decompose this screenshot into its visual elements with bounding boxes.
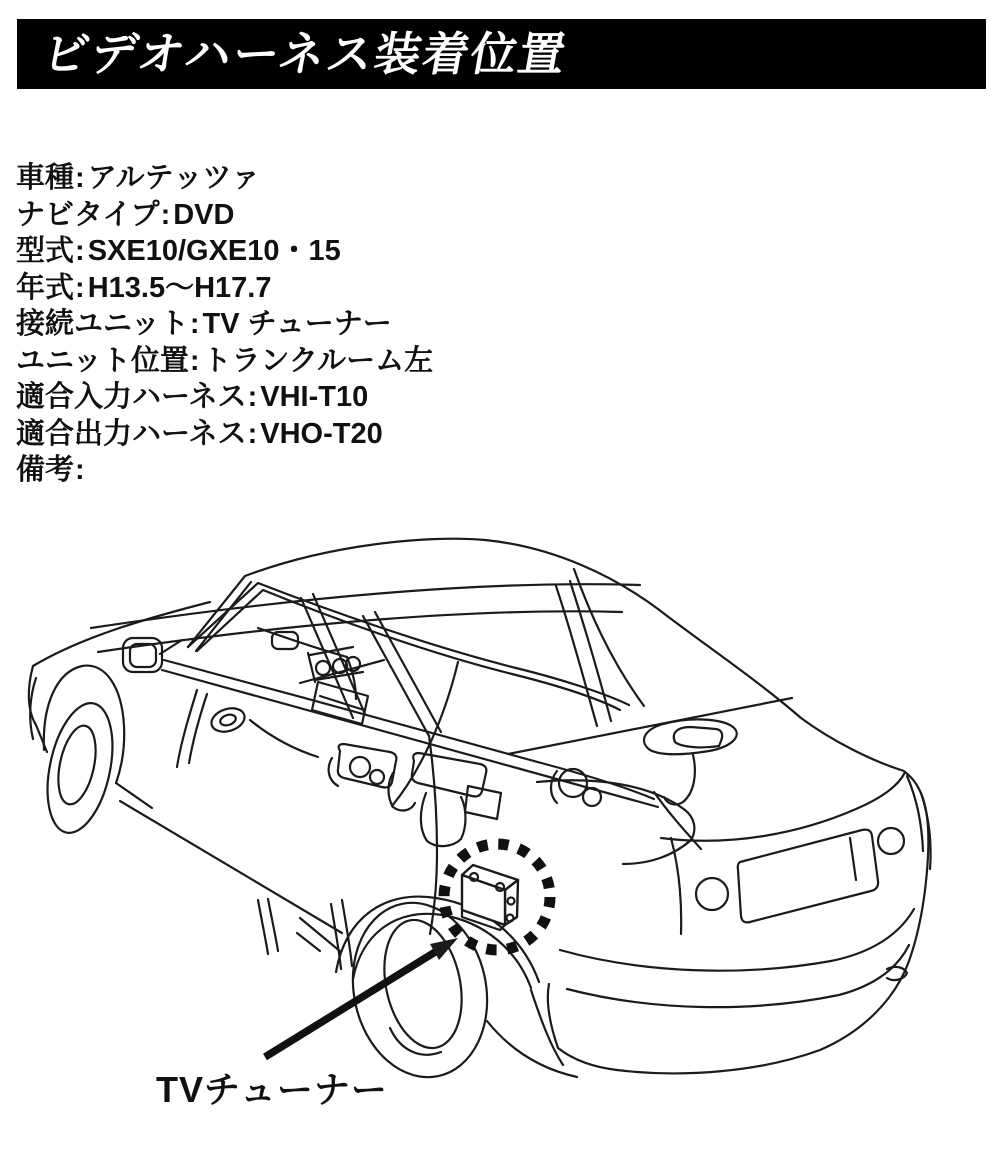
spec-separator: : bbox=[75, 162, 85, 194]
spec-value: トランクルーム左 bbox=[202, 344, 434, 377]
front-wheel bbox=[37, 697, 123, 839]
spec-label: 年式 bbox=[16, 271, 75, 304]
spec-value: DVD bbox=[173, 198, 235, 231]
interior-seats bbox=[329, 744, 601, 846]
spec-value: アルテッツァ bbox=[87, 162, 261, 194]
spec-separator: : bbox=[189, 344, 200, 377]
spec-row-input-harness bbox=[16, 379, 433, 416]
spec-row-model-code bbox=[16, 233, 433, 270]
car-body-outline bbox=[29, 539, 929, 1074]
spec-separator: : bbox=[247, 417, 258, 450]
dashboard bbox=[208, 628, 384, 736]
spec-separator: : bbox=[247, 381, 258, 413]
gauge-icon bbox=[316, 661, 330, 675]
spec-row-unit bbox=[16, 306, 433, 343]
spec-separator: : bbox=[75, 235, 85, 267]
spec-value: SXE10/GXE10・15 bbox=[87, 235, 341, 267]
spec-label: ユニット位置 bbox=[16, 344, 189, 377]
spec-label: 接続ユニット bbox=[16, 308, 189, 340]
spec-list bbox=[16, 160, 433, 489]
spec-separator: : bbox=[189, 308, 200, 340]
spec-value: TV チューナー bbox=[202, 308, 392, 340]
spec-value: VHI-T10 bbox=[260, 381, 369, 413]
spec-separator: : bbox=[75, 454, 85, 486]
greenhouse-frames bbox=[91, 569, 644, 806]
door-lines bbox=[162, 660, 658, 954]
spec-label: ナビタイプ bbox=[16, 198, 160, 231]
spec-value: H13.5～H17.7 bbox=[87, 271, 272, 304]
spec-row-navi-type bbox=[16, 197, 433, 234]
page-title: ビデオハーネス装着位置 bbox=[38, 28, 572, 80]
spec-row-vehicle bbox=[16, 160, 433, 197]
spec-separator: : bbox=[160, 198, 171, 231]
steering-wheel bbox=[208, 704, 247, 735]
car-diagram bbox=[0, 520, 1000, 1163]
spec-separator: : bbox=[75, 271, 85, 304]
rear-bumper bbox=[560, 776, 931, 1007]
tv-tuner-box bbox=[462, 865, 518, 930]
spec-label: 適合出力ハーネス bbox=[16, 417, 247, 450]
spec-label: 車種 bbox=[16, 162, 75, 194]
spec-value: VHO-T20 bbox=[260, 417, 383, 450]
callout-label: TVチューナー bbox=[156, 1069, 388, 1110]
title-bar bbox=[17, 19, 986, 89]
spec-row-unit-location bbox=[16, 343, 433, 380]
spec-row-model-year bbox=[16, 270, 433, 307]
spec-label: 備考 bbox=[16, 454, 75, 486]
spec-row-output-harness bbox=[16, 416, 433, 453]
spec-label: 型式 bbox=[16, 235, 75, 267]
license-plate-recess bbox=[738, 830, 878, 923]
plate-lamp-icon bbox=[878, 828, 904, 854]
spec-row-notes bbox=[16, 452, 433, 489]
spec-label: 適合入力ハーネス bbox=[16, 381, 247, 413]
plate-lamp-icon bbox=[696, 878, 728, 910]
